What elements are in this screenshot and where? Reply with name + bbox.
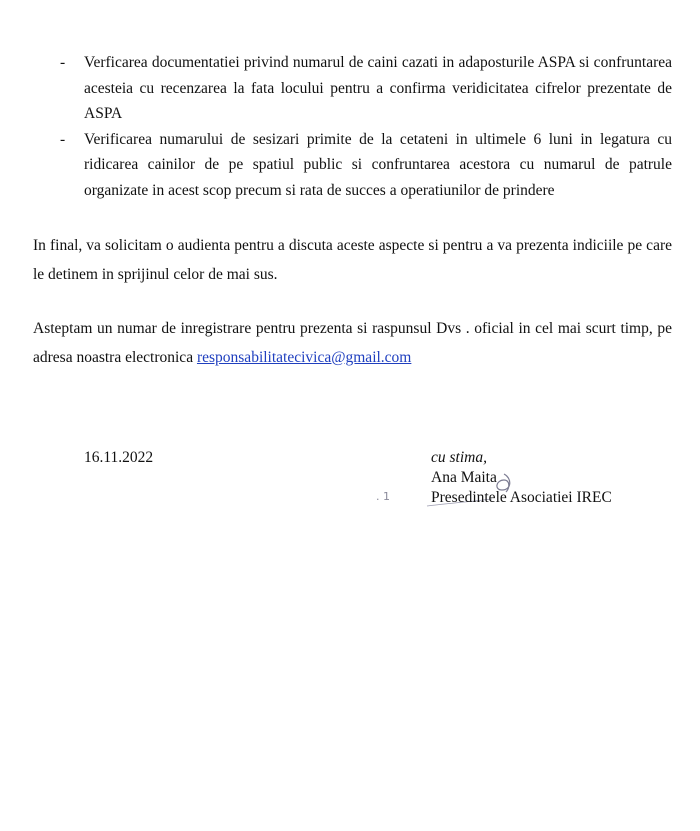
- final-paragraph: In final, va solicitam o audienta pentru a discuta aceste aspecte si pentru a va prezenta indiciile pe care le detinem in sprijinul celor de mai sus.: [33, 237, 672, 283]
- request-paragraph: [33, 315, 672, 372]
- signer-name: Ana Maita: [431, 469, 497, 486]
- signature-block: [431, 448, 612, 508]
- request-text: Asteptam un numar de inregistrare pentru prezenta si raspunsul Dvs . oficial in cel mai scurt timp, pe adresa noastra electronica: [33, 320, 672, 366]
- list-item: [40, 50, 672, 127]
- list-item-text: Verficarea documentatiei privind numarul de caini cazati in adaposturile ASPA si confruntarea acesteia cu recenzarea la fata locului pentru a confirma veridicitatea cifrelor prezentate de ASPA: [84, 54, 672, 122]
- list-item: [40, 127, 672, 204]
- document-date: 16.11.2022: [84, 449, 154, 466]
- list-item-text: Verificarea numarului de sesizari primite de la cetateni in ultimele 6 luni in legatura cu ridicarea cainilor de pe spatiul public si confruntarea acestora cu numarul de patrule organizate in acest scop precum si rata de succes a operatiunilor de prindere: [84, 130, 672, 199]
- bullet-dash: -: [60, 54, 66, 71]
- scribble-mark: . 1: [376, 490, 390, 503]
- email-link[interactable]: responsabilitatecivica@gmail.com: [196, 348, 412, 366]
- bullet-dash: -: [60, 130, 66, 148]
- closing-text: cu stima,: [431, 449, 487, 466]
- signer-title: Presedintele Asociatiei IREC: [431, 489, 612, 506]
- verification-list: [40, 50, 672, 203]
